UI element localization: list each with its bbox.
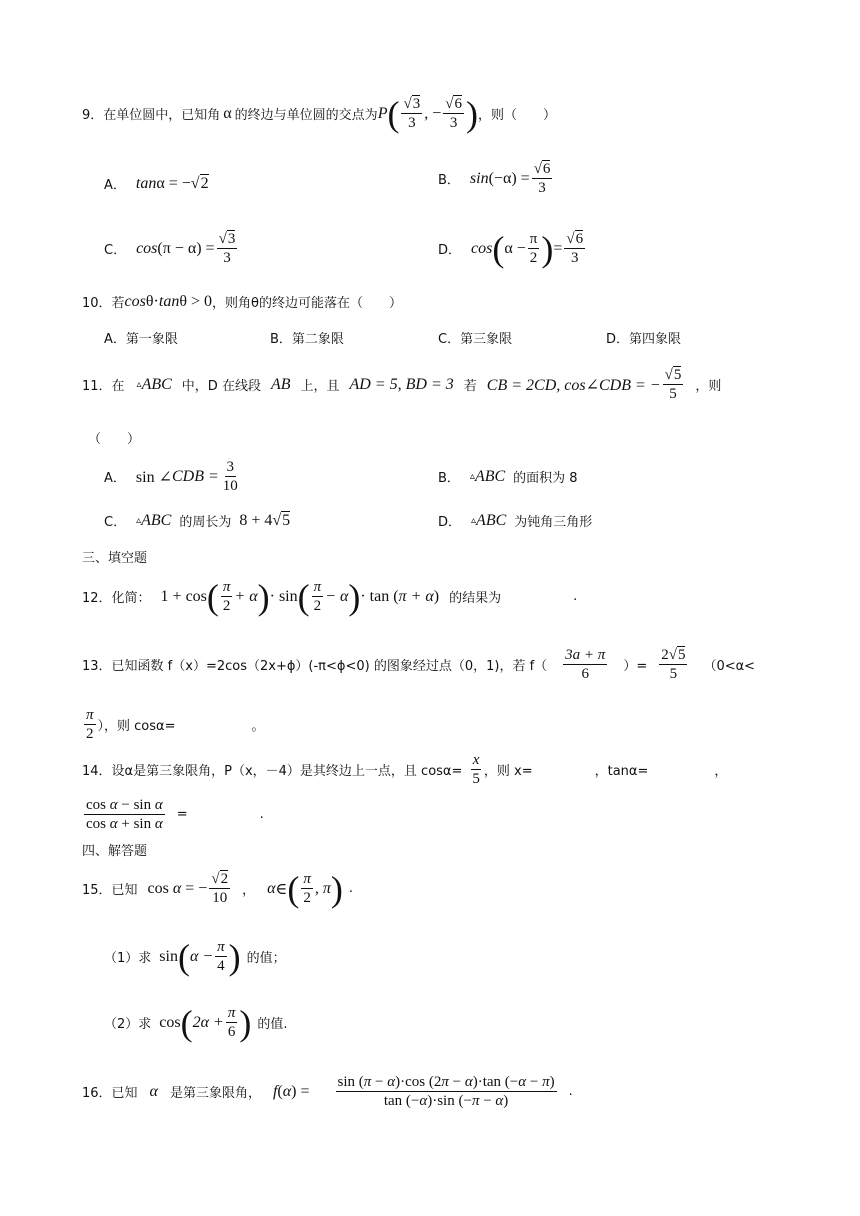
q13-stem-cont: $\frac{\pi}{2}$ ），则 cosα= 。 (86, 707, 265, 742)
q11-option-a[interactable]: A． sin ∠ CDB = $\frac{3}{10}$ (104, 459, 238, 494)
q9-option-d[interactable]: D． cos ( α − $\frac{\pi}{2}$ ) = $\frac{√6}{3}$ (438, 228, 584, 269)
section-heading-fill-in: 三、填空题 (82, 551, 148, 566)
q11-stem: 11．在 ▵ ABC 中，D 在线段 AB 上，且 AD = 5, BD = 3 若 CB = 2CD, cos∠CDB = − $\frac{√5}{5}$ ，则 (82, 367, 722, 402)
q11-option-c[interactable]: C． ▵ ABC 的周长为 8 + 4 √5 (104, 511, 291, 530)
q16-stem: 16．已知 α 是第三象限角， f ( α ) = $\frac{\sin (\pi - \alpha)\cdot\cos (2\pi - \alpha)\cdot\tan (-\alpha - \pi)}{\tan (-\alpha)\cdot\sin (-\pi - \alpha)}$ . (82, 1074, 573, 1109)
q10-option-d[interactable]: D．第四象限 (606, 332, 682, 347)
q13-stem: 13．已知函数 f（x）=2cos（2x+ϕ）(-π<ϕ<0) 的图象经过点（0，1)，若 f（ $\frac{3a + \pi}{6}$ ）= $\frac{2√5}{5}$ （0<α< (82, 647, 756, 682)
q10-stem: 10．若 cos θ· tan θ > 0 ，则角θ的终边可能落在（ ） (82, 292, 402, 311)
q11-option-b[interactable]: B． ▵ ABC 的面积为 8 (438, 467, 578, 486)
q10-option-c[interactable]: C．第三象限 (438, 332, 513, 347)
q9-option-a[interactable]: A． tan α = −√2 (104, 174, 209, 193)
q9-option-c[interactable]: C． cos (π − α) = $\frac{√3}{3}$ (104, 231, 236, 266)
q15-part-2: （2）求 cos ( 2α + $\frac{\pi}{6}$ ) 的值. (104, 1002, 288, 1043)
q11-answer-paren: （ ） (88, 432, 141, 447)
section-heading-solutions: 四、解答题 (82, 844, 148, 859)
q9-option-b[interactable]: B． sin (−α) = $\frac{√6}{3}$ (438, 161, 551, 196)
q14-stem-cont: $\frac{\text{cos α − sin α}}{\text{cos α + sin α}}$ = . (86, 797, 264, 832)
q15-stem: 15．已知 cos α = − $\frac{√2}{10}$ ， α ∈ ( $\frac{\pi}{2}$ , π ) . (82, 868, 353, 909)
q10-option-b[interactable]: B．第二象限 (270, 332, 344, 347)
q15-part-1: （1）求 sin ( α − $\frac{\pi}{4}$ ) 的值； (104, 936, 286, 977)
q10-option-a[interactable]: A．第一象限 (104, 332, 178, 347)
q12-stem: 12．化简： 1 + cos ( $\frac{\pi}{2}$ + α ) · sin ( $\frac{\pi}{2}$ − α ) · tan ( π + α ) 的结果为 . (82, 576, 578, 617)
q11-option-d[interactable]: D． ▵ ABC 为钝角三角形 (438, 511, 593, 530)
q14-stem: 14．设α是第三象限角，P（x，－4）是其终边上一点，且 cosα= $\frac{x}{5}$ ，则 x= ，tanα= ， (82, 752, 728, 787)
q9-stem: 9．在单位圆中，已知角 α 的终边与单位圆的交点为 P ( $\frac{√3}{3}$ , − $\frac{√6}{3}$ ) ，则（ ） (82, 93, 556, 134)
